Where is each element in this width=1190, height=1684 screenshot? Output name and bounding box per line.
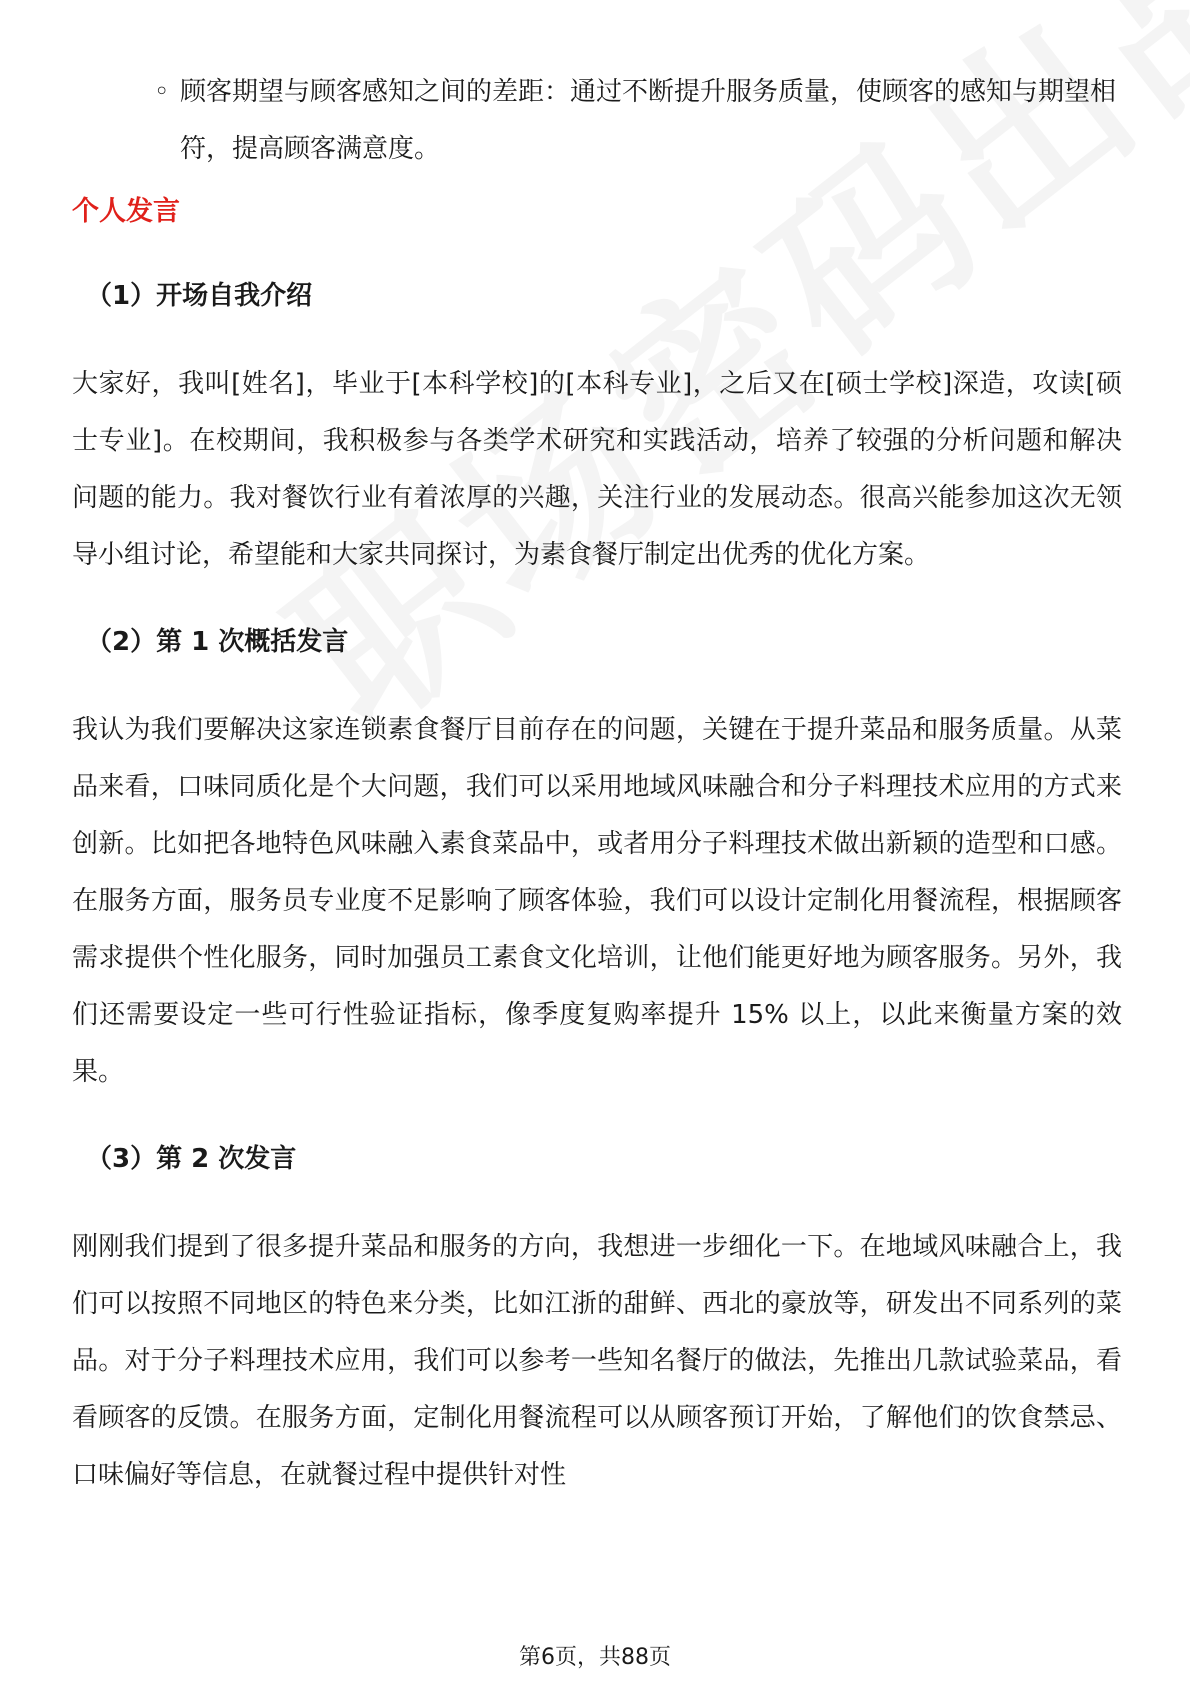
bullet-marker: ◦	[154, 77, 170, 107]
page-content	[72, 64, 1122, 1542]
paragraph-1: 大家好，我叫[姓名]，毕业于[本科学校]的[本科专业]，之后又在[硕士学校]深造，攻读[硕士专业]。在校期间，我积极参与各类学术研究和实践活动，培养了较强的分析问题和解决问题的能力。我对餐饮行业有着浓厚的兴趣，关注行业的发展动态。很高兴能参加这次无领导小组讨论，希望能和大家共同探讨，为素食餐厅制定出优秀的优化方案。	[72, 369, 1122, 570]
subsection-title-1: （1）开场自我介绍	[86, 281, 313, 311]
paragraph-2: 我认为我们要解决这家连锁素食餐厅目前存在的问题，关键在于提升菜品和服务质量。从菜品来看，口味同质化是个大问题，我们可以采用地域风味融合和分子料理技术应用的方式来创新。比如把各地特色风味融入素食菜品中，或者用分子料理技术做出新颖的造型和口感。在服务方面，服务员专业度不足影响了顾客体验，我们可以设计定制化用餐流程，根据顾客需求提供个性化服务，同时加强员工素食文化培训，让他们能更好地为顾客服务。另外，我们还需要设定一些可行性验证指标，像季度复购率提升 15% 以上，以此来衡量方案的效果。	[72, 715, 1122, 1087]
bullet-item	[154, 64, 1122, 178]
page-footer: 第6页，共88页	[519, 1645, 671, 1670]
section-title: 个人发言	[72, 196, 180, 227]
bullet-text: 顾客期望与顾客感知之间的差距：通过不断提升服务质量，使顾客的感知与期望相符，提高顾客满意度。	[180, 77, 1117, 164]
paragraph-3: 刚刚我们提到了很多提升菜品和服务的方向，我想进一步细化一下。在地域风味融合上，我们可以按照不同地区的特色来分类，比如江浙的甜鲜、西北的豪放等，研发出不同系列的菜品。对于分子料理技术应用，我们可以参考一些知名餐厅的做法，先推出几款试验菜品，看看顾客的反馈。在服务方面，定制化用餐流程可以从顾客预订开始，了解他们的饮食禁忌、口味偏好等信息，在就餐过程中提供针对性	[72, 1232, 1122, 1490]
subsection-title-3: （3）第 2 次发言	[86, 1144, 297, 1174]
subsection-title-2: （2）第 1 次概括发言	[86, 627, 349, 657]
